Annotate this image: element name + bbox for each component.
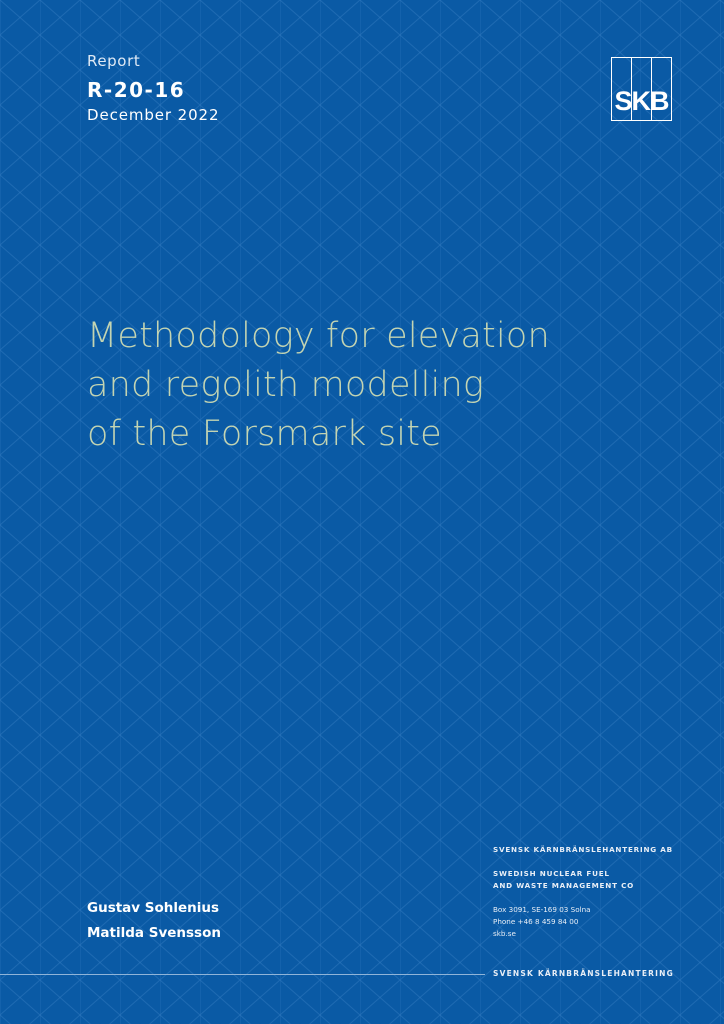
footer-company-name: SVENSK KÄRNBRÄNSLEHANTERING [493, 969, 674, 978]
company-english-name-line-2: AND WASTE MANAGEMENT CO [493, 881, 635, 890]
company-info [493, 844, 673, 940]
skb-logo [611, 57, 672, 121]
footer-divider [0, 974, 485, 975]
author-name: Matilda Svensson [87, 925, 221, 941]
report-date: December 2022 [87, 106, 220, 124]
title-line-2: and regolith modelling [87, 365, 485, 405]
company-english-name-line-1: SWEDISH NUCLEAR FUEL [493, 869, 610, 878]
title-line-1: Methodology for elevation [87, 316, 550, 356]
report-number: R-20-16 [87, 78, 186, 102]
author-list [87, 898, 221, 948]
company-website[interactable]: skb.se [493, 929, 516, 938]
company-swedish-name: SVENSK KÄRNBRÄNSLEHANTERING AB [493, 845, 673, 854]
author-name: Gustav Sohlenius [87, 900, 220, 916]
report-label: Report [87, 52, 141, 70]
skb-logo-text: SKB [614, 86, 669, 116]
title-line-3: of the Forsmark site [87, 414, 442, 454]
page-title [87, 312, 647, 459]
company-address: Box 3091, SE-169 03 Solna [493, 905, 591, 914]
company-phone: Phone +46 8 459 84 00 [493, 917, 579, 926]
